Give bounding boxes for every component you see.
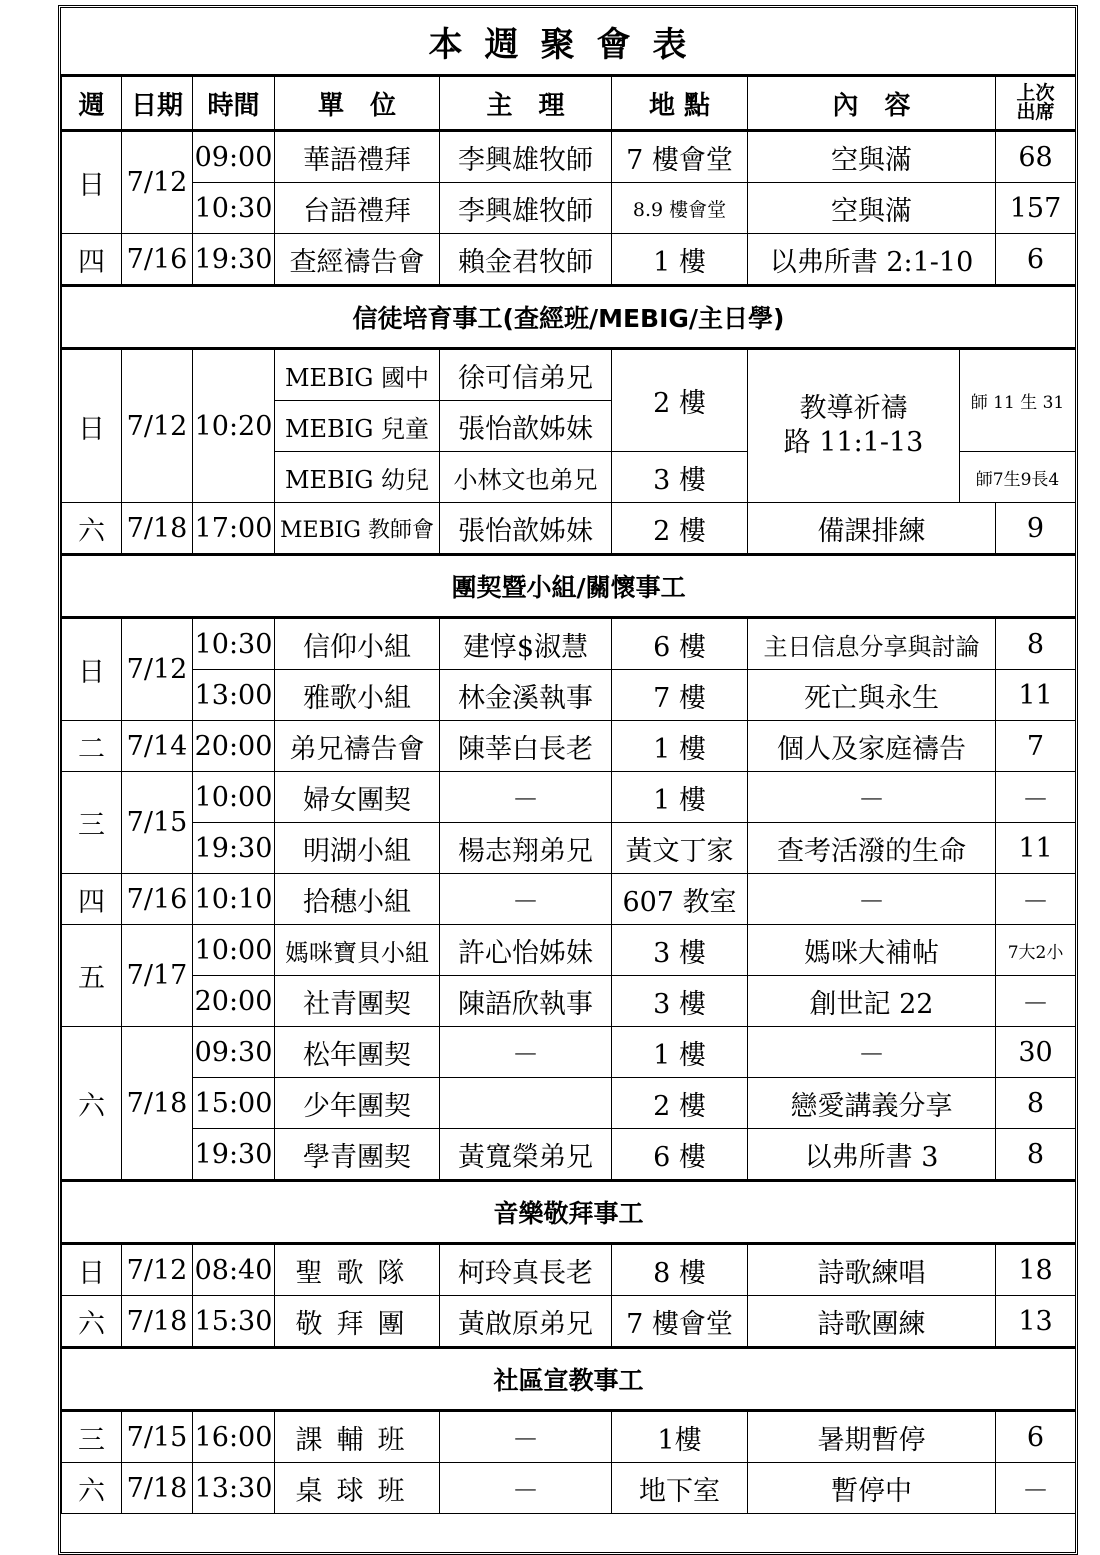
unit-cell: 拾穗小組 (275, 874, 440, 925)
content-cell: 媽咪大補帖 (748, 925, 996, 976)
location-cell: 6 樓 (612, 618, 748, 670)
page-title: 本週聚會表 (62, 8, 1076, 76)
table-row (62, 772, 1076, 823)
week-cell: 日 (62, 1244, 122, 1296)
table-row (62, 721, 1076, 772)
attendance-cell: 18 (996, 1244, 1076, 1296)
unit-cell: MEBIG 教師會 (275, 503, 440, 555)
attendance-cell: 師7生9長4 (960, 452, 1076, 503)
time-cell: 20:00 (193, 976, 275, 1027)
table-row (62, 976, 1076, 1027)
date-cell: 7/16 (122, 874, 193, 925)
content-cell: 個人及家庭禱告 (748, 721, 996, 772)
leader-cell: 張怡歆姊妹 (440, 401, 612, 452)
attendance-cell: 6 (996, 1411, 1076, 1463)
attendance-cell: － (996, 1463, 1076, 1514)
table-row (62, 1411, 1076, 1463)
table-row (62, 670, 1076, 721)
attendance-cell: － (996, 874, 1076, 925)
content-cell: 備課排練 (748, 503, 996, 555)
time-cell: 13:30 (193, 1463, 275, 1514)
header-row (62, 76, 1076, 131)
content-cell (748, 349, 960, 503)
content-cell: － (748, 1027, 996, 1078)
section-title-music: 音樂敬拜事工 (62, 1181, 1076, 1244)
unit-cell: 查經禱告會 (275, 234, 440, 286)
week-cell: 二 (62, 721, 122, 772)
time-cell: 10:10 (193, 874, 275, 925)
table-row (62, 1027, 1076, 1078)
section-title-education: 信徒培育事工(查經班/MEBIG/主日學) (62, 286, 1076, 349)
section-title-community: 社區宣教事工 (62, 1348, 1076, 1411)
time-cell: 10:00 (193, 925, 275, 976)
week-cell: 三 (62, 772, 122, 874)
unit-cell: 社青團契 (275, 976, 440, 1027)
date-cell: 7/15 (122, 772, 193, 874)
content-cell: 以弗所書 3 (748, 1129, 996, 1181)
table-row (62, 1296, 1076, 1348)
unit-cell: 少年團契 (275, 1078, 440, 1129)
col-content: 內 容 (748, 76, 996, 131)
date-cell: 7/12 (122, 1244, 193, 1296)
location-cell: 地下室 (612, 1463, 748, 1514)
content-cell: － (748, 772, 996, 823)
leader-cell: 小林文也弟兄 (440, 452, 612, 503)
table-row (62, 183, 1076, 234)
time-cell: 10:30 (193, 183, 275, 234)
unit-cell: 信仰小組 (275, 618, 440, 670)
location-cell: 6 樓 (612, 1129, 748, 1181)
date-cell: 7/12 (122, 349, 193, 503)
location-cell: 2 樓 (612, 503, 748, 555)
leader-cell: － (440, 1411, 612, 1463)
content-cell: 空與滿 (748, 131, 996, 183)
location-cell: 2 樓 (612, 349, 748, 452)
leader-cell: 楊志翔弟兄 (440, 823, 612, 874)
col-location: 地 點 (612, 76, 748, 131)
date-cell: 7/18 (122, 1463, 193, 1514)
leader-cell: 李興雄牧師 (440, 183, 612, 234)
leader-cell: 賴金君牧師 (440, 234, 612, 286)
leader-cell: － (440, 874, 612, 925)
leader-cell: 許心怡姊妹 (440, 925, 612, 976)
unit-cell: MEBIG 幼兒 (275, 452, 440, 503)
content-cell: 暫停中 (748, 1463, 996, 1514)
date-cell: 7/12 (122, 131, 193, 234)
attendance-cell: 8 (996, 1129, 1076, 1181)
location-cell: 2 樓 (612, 1078, 748, 1129)
time-cell: 15:30 (193, 1296, 275, 1348)
time-cell: 09:30 (193, 1027, 275, 1078)
location-cell: 1 樓 (612, 721, 748, 772)
content-cell: 查考活潑的生命 (748, 823, 996, 874)
date-cell: 7/18 (122, 1027, 193, 1181)
time-cell: 10:00 (193, 772, 275, 823)
date-cell: 7/18 (122, 1296, 193, 1348)
table-row (62, 234, 1076, 286)
location-cell: 黃文丁家 (612, 823, 748, 874)
table-row (62, 1463, 1076, 1514)
table-row (62, 349, 1076, 401)
leader-cell: 建惇$淑慧 (440, 618, 612, 670)
table-row (62, 1078, 1076, 1129)
attendance-cell: 30 (996, 1027, 1076, 1078)
attendance-cell: 7大2小 (996, 925, 1076, 976)
time-cell: 19:30 (193, 823, 275, 874)
unit-cell: 台語禮拜 (275, 183, 440, 234)
unit-cell: 學青團契 (275, 1129, 440, 1181)
content-line: 教導祈禱 (799, 393, 908, 424)
week-cell: 日 (62, 618, 122, 721)
content-cell: 主日信息分享與討論 (748, 618, 996, 670)
attendance-cell: 8 (996, 618, 1076, 670)
content-cell: 詩歌團練 (748, 1296, 996, 1348)
attendance-cell: 13 (996, 1296, 1076, 1348)
table-row (62, 823, 1076, 874)
unit-cell: 松年團契 (275, 1027, 440, 1078)
time-cell: 13:00 (193, 670, 275, 721)
location-cell: 7 樓 (612, 670, 748, 721)
location-cell: 7 樓會堂 (612, 1296, 748, 1348)
time-cell: 15:00 (193, 1078, 275, 1129)
content-cell: － (748, 874, 996, 925)
meeting-schedule-sheet (58, 5, 1078, 1555)
location-cell: 1 樓 (612, 1027, 748, 1078)
time-cell: 16:00 (193, 1411, 275, 1463)
location-cell: 8.9 樓會堂 (612, 183, 748, 234)
content-cell: 暑期暫停 (748, 1411, 996, 1463)
attendance-cell: 6 (996, 234, 1076, 286)
location-cell: 1樓 (612, 1411, 748, 1463)
time-cell: 20:00 (193, 721, 275, 772)
leader-cell: － (440, 1463, 612, 1514)
leader-cell: 林金溪執事 (440, 670, 612, 721)
date-cell: 7/14 (122, 721, 193, 772)
week-cell: 五 (62, 925, 122, 1027)
table-row (62, 618, 1076, 670)
location-cell: 8 樓 (612, 1244, 748, 1296)
content-cell: 戀愛講義分享 (748, 1078, 996, 1129)
content-line: 路 11:1-13 (783, 427, 924, 458)
date-cell: 7/12 (122, 618, 193, 721)
attendance-cell: 68 (996, 131, 1076, 183)
content-cell: 詩歌練唱 (748, 1244, 996, 1296)
table-row (62, 503, 1076, 555)
unit-cell: 弟兄禱告會 (275, 721, 440, 772)
leader-cell: － (440, 1027, 612, 1078)
leader-cell: 張怡歆姊妹 (440, 503, 612, 555)
date-cell: 7/15 (122, 1411, 193, 1463)
table-row (62, 1244, 1076, 1296)
leader-cell: 陳語欣執事 (440, 976, 612, 1027)
leader-cell: － (440, 772, 612, 823)
attendance-cell: 11 (996, 670, 1076, 721)
attendance-cell: 11 (996, 823, 1076, 874)
leader-cell: 黃啟原弟兄 (440, 1296, 612, 1348)
location-cell: 1 樓 (612, 772, 748, 823)
time-cell: 17:00 (193, 503, 275, 555)
leader-cell: 李興雄牧師 (440, 131, 612, 183)
location-cell: 7 樓會堂 (612, 131, 748, 183)
date-cell: 7/16 (122, 234, 193, 286)
leader-cell: 柯玲真長老 (440, 1244, 612, 1296)
leader-cell: 陳莘白長老 (440, 721, 612, 772)
unit-cell: 敬拜團 (275, 1296, 440, 1348)
week-cell: 四 (62, 874, 122, 925)
week-cell: 六 (62, 503, 122, 555)
week-cell: 三 (62, 1411, 122, 1463)
week-cell: 六 (62, 1463, 122, 1514)
attendance-cell: 157 (996, 183, 1076, 234)
unit-cell: MEBIG 國中 (275, 349, 440, 401)
content-cell: 創世記 22 (748, 976, 996, 1027)
col-week: 週 (62, 76, 122, 131)
time-cell: 19:30 (193, 234, 275, 286)
attendance-cell: － (996, 772, 1076, 823)
attendance-cell: 師 11 生 31 (960, 349, 1076, 452)
location-cell: 607 教室 (612, 874, 748, 925)
week-cell: 六 (62, 1027, 122, 1181)
location-cell: 3 樓 (612, 925, 748, 976)
table-row (62, 131, 1076, 183)
leader-cell: 黃寬榮弟兄 (440, 1129, 612, 1181)
unit-cell: 課輔班 (275, 1411, 440, 1463)
unit-cell: 桌球班 (275, 1463, 440, 1514)
col-attendance (996, 76, 1076, 131)
content-cell: 以弗所書 2:1-10 (748, 234, 996, 286)
location-cell: 3 樓 (612, 452, 748, 503)
col-attendance-line1: 上次 (1016, 82, 1055, 104)
col-leader: 主 理 (440, 76, 612, 131)
unit-cell: 婦女團契 (275, 772, 440, 823)
col-date: 日期 (122, 76, 193, 131)
unit-cell: 華語禮拜 (275, 131, 440, 183)
week-cell: 六 (62, 1296, 122, 1348)
table-row (62, 925, 1076, 976)
week-cell: 日 (62, 131, 122, 234)
time-cell: 09:00 (193, 131, 275, 183)
attendance-cell: 8 (996, 1078, 1076, 1129)
content-cell: 空與滿 (748, 183, 996, 234)
col-attendance-line2: 出席 (1016, 101, 1055, 123)
leader-cell (440, 1078, 612, 1129)
table-row (62, 1129, 1076, 1181)
time-cell: 10:20 (193, 349, 275, 503)
time-cell: 08:40 (193, 1244, 275, 1296)
time-cell: 19:30 (193, 1129, 275, 1181)
content-cell: 死亡與永生 (748, 670, 996, 721)
unit-cell: 聖歌隊 (275, 1244, 440, 1296)
date-cell: 7/17 (122, 925, 193, 1027)
location-cell: 1 樓 (612, 234, 748, 286)
unit-cell: 明湖小組 (275, 823, 440, 874)
section-title-fellowship: 團契暨小組/關懷事工 (62, 555, 1076, 618)
col-unit: 單 位 (275, 76, 440, 131)
attendance-cell: 7 (996, 721, 1076, 772)
attendance-cell: 9 (996, 503, 1076, 555)
week-cell: 四 (62, 234, 122, 286)
schedule-table (61, 8, 1076, 1514)
col-time: 時間 (193, 76, 275, 131)
attendance-cell: － (996, 976, 1076, 1027)
unit-cell: 媽咪寶貝小組 (275, 925, 440, 976)
location-cell: 3 樓 (612, 976, 748, 1027)
leader-cell: 徐可信弟兄 (440, 349, 612, 401)
unit-cell: 雅歌小組 (275, 670, 440, 721)
unit-cell: MEBIG 兒童 (275, 401, 440, 452)
date-cell: 7/18 (122, 503, 193, 555)
time-cell: 10:30 (193, 618, 275, 670)
week-cell: 日 (62, 349, 122, 503)
table-row (62, 874, 1076, 925)
